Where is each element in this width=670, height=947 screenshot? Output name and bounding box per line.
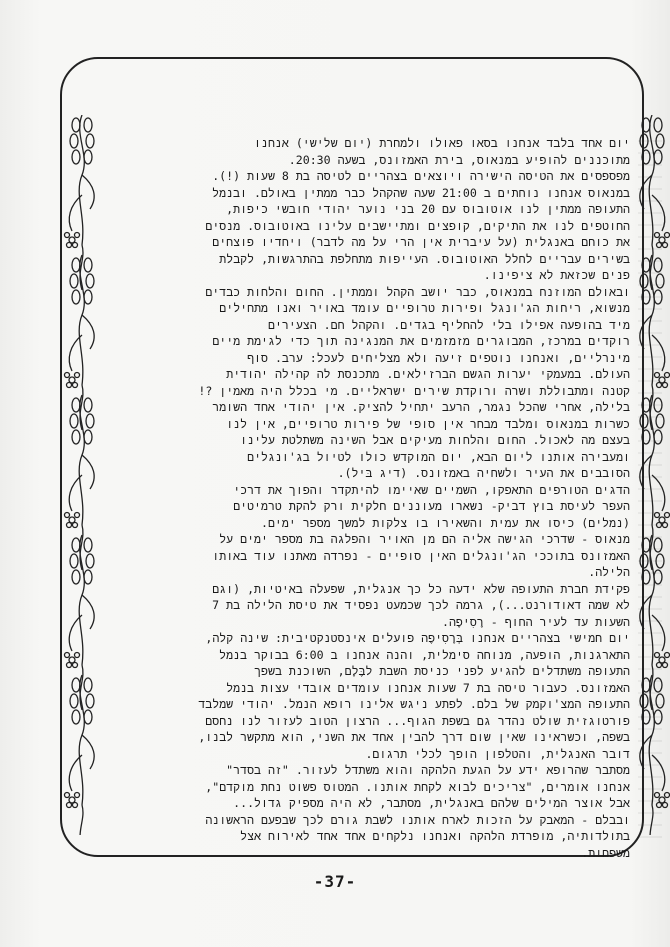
text-line: יום חמישי בצהריים אנחנו בְּרֶסִיפֶה פועלים אינסטנקטיבית: שינה קלה,	[205, 631, 630, 645]
text-line: בעצם מה לאכול. החום והלחות מעיקים אבל השינה משתלטת עלינו	[240, 433, 630, 447]
text-line: ומעבירה אותנו ליום הבא, יום המוקדש כולו לטיול בג'ונגלים	[247, 449, 630, 464]
text-line: ובאולם המוזנח במנאוס, כבר יושב הקהל וממתין. החום והלחות כבדים	[205, 284, 630, 299]
text-line: ובבלם - המאבק על הזכות לארח אותנו לשבת גורם לכך שבפעם הראשונה	[205, 812, 630, 827]
text-line: האמזונס. כעבור טיסה בת 7 שעות אנחנו עומדים אובדי עצות בנמל	[226, 680, 630, 695]
text-line: אבל אוצר המילים שלהם באנגלית, מסתבר, לא היה מספיק גדול...	[233, 796, 630, 810]
wheat-vine-left-icon	[60, 115, 104, 835]
text-line: מסתבר שהרופא ידע על הגעת הלהקה והוא משתדל לעזור. "זה בסדר"	[226, 763, 630, 777]
page-number: -37-	[313, 872, 357, 891]
text-line: האמזונס בתוככי הג'ונגלים האין סופיים - נפרדה מאתנו עוד באותו	[212, 548, 630, 563]
text-line: מינרליים, ואנחנו נוטפים זיעה ולא מצליחים לעכל: ערב. סוף	[247, 350, 630, 365]
text-line: פקידת חברת התעופה שלא ידעה כל כך אנגלית, שפעלה באיטיות, (וגם	[212, 581, 630, 596]
text-line: התעופה ממתין לנו אוטובוס עם 20 בני נוער יהודי חובשי כיפות,	[226, 202, 630, 216]
text-line: קטנה ומתבוללת ושרה ורוקדת שירים ישראליים. מי בכלל היה מאמין ?!	[198, 383, 630, 398]
text-line: בלילה, אחרי שהכל נגמר, הרעב יתחיל להציק. אין יהודי אחד השומר	[212, 400, 630, 414]
text-line: העולם. במעמקי יערות הגשם הברזילאים. מתכנסת לה קהילה יהודית	[226, 367, 630, 381]
text-line: מפספסים את הטיסה הישירה ויוצאים בצהריים לטיסה בת 8 שעות (!).	[212, 169, 630, 183]
text-line: בשפה, וכשראינו שאין שום דרך להבין אחד את השני, הוא מתקשר לבנו,	[198, 730, 630, 744]
body-text	[118, 135, 630, 861]
text-line: מיד בהופעה אפילו בלי להחליף בגדים. והקהל חם. הצעירים	[267, 317, 630, 332]
text-line: השעות עד לעיר החוף - רֶסִיפֶה.	[441, 614, 630, 629]
text-line: (נמלים) כיסו את עמית והשאירו בו צלקות למשך מספר ימים.	[260, 515, 630, 530]
text-line: כשרות במנאוס ומלבד מבחר אין סופי של פירות טרופיים, אין לנו	[226, 416, 630, 431]
text-line: התעופה המצ'וקמק של בלם. לפתע ניגש אלינו רופא הנמל. יהודי שמלבד	[198, 697, 630, 711]
text-line: פורטוגזית שולט נהדר גם בשפת הגוף... הרצון הטוב לעזור לנו נחסם	[205, 713, 630, 728]
text-line: התארגנות, הופעה, מנוחה סימלית, והנה אנחנו ב 6:00 בבוקר בנמל	[219, 647, 630, 662]
text-line: מנאוס - שדרכי הגישה אליה הם מן האויר והפלגה בת מספר ימים על	[219, 532, 630, 546]
text-line: משפחות.	[581, 845, 630, 860]
text-line: פנים שכזאת לא ציפינו.	[483, 268, 630, 282]
text-line: לא שמה דאודורנט...), גרמה לכך שכמעט נפסיד את טיסת הלילה בת 7	[212, 598, 630, 612]
text-line: אנחנו אומרים, "צריכים לבוא לקחת אותנו. המטוס פשוט נחת מוקדם",	[205, 779, 630, 794]
text-line: במנאוס אנחנו נוחתים ב 21:00 שעה שהקהל כבר ממתין באולם. ובנמל	[212, 185, 630, 200]
text-line: הסובבים את העיר ולשחיה באמזונס. (דיג בּיל).	[337, 466, 630, 480]
text-line: את כוחם באנגלית (על עיברית אין הרי על מה לדבר) ויחדיו פוצחים	[212, 235, 630, 249]
text-line: דובר האנגלית, והטלפון הופך לכלי תרגום.	[365, 746, 630, 761]
text-line: הלילה.	[588, 565, 630, 579]
text-line: רוקדים במרכז, המבוגרים מזמזמים את המנגינה תוך כדי לגימת מיים	[212, 334, 630, 348]
wheat-vine-right-icon	[630, 115, 670, 835]
text-line: החוטפים לנו את התיקים, קופצים ומתיישבים עלינו באוטובוס. מנסים	[205, 218, 630, 233]
text-line: יום אחד בלבד אנחנו בסאו פאולו ולמחרת (יום שלישי) אנחנו	[254, 136, 630, 150]
text-line: בתולדותיה, מופרדת הלהקה ואנחנו נלקחים אחד אחד לאירוח אצל	[240, 829, 630, 843]
text-line: מתוכננים להופיע במנאוס, בירת האמזונס, בשעה 20:30.	[288, 152, 630, 167]
text-line: הדגים הטורפים התאפקו, השמיים שאיימו להיתקדר והפוך את דרכי	[233, 482, 630, 497]
text-line: מנשוא, ריחות הג'ונגל ופירות טרופיים עומד באויר ואנו מתחילים	[219, 301, 630, 315]
text-line: התעופה משתדלים להגיע לפני כניסת השבת לבֶּלֶם, השוכנת בשפך	[254, 664, 630, 678]
text-line: בשירים עבריים לחלל האוטובוס. העייפות מתחלפת בהתרגשות, לקבלת	[219, 251, 630, 266]
text-line: העפר לעיסת בוץ דביק- נשארו מעוננים חלקית ורק להקת טרמיטים	[233, 499, 630, 513]
